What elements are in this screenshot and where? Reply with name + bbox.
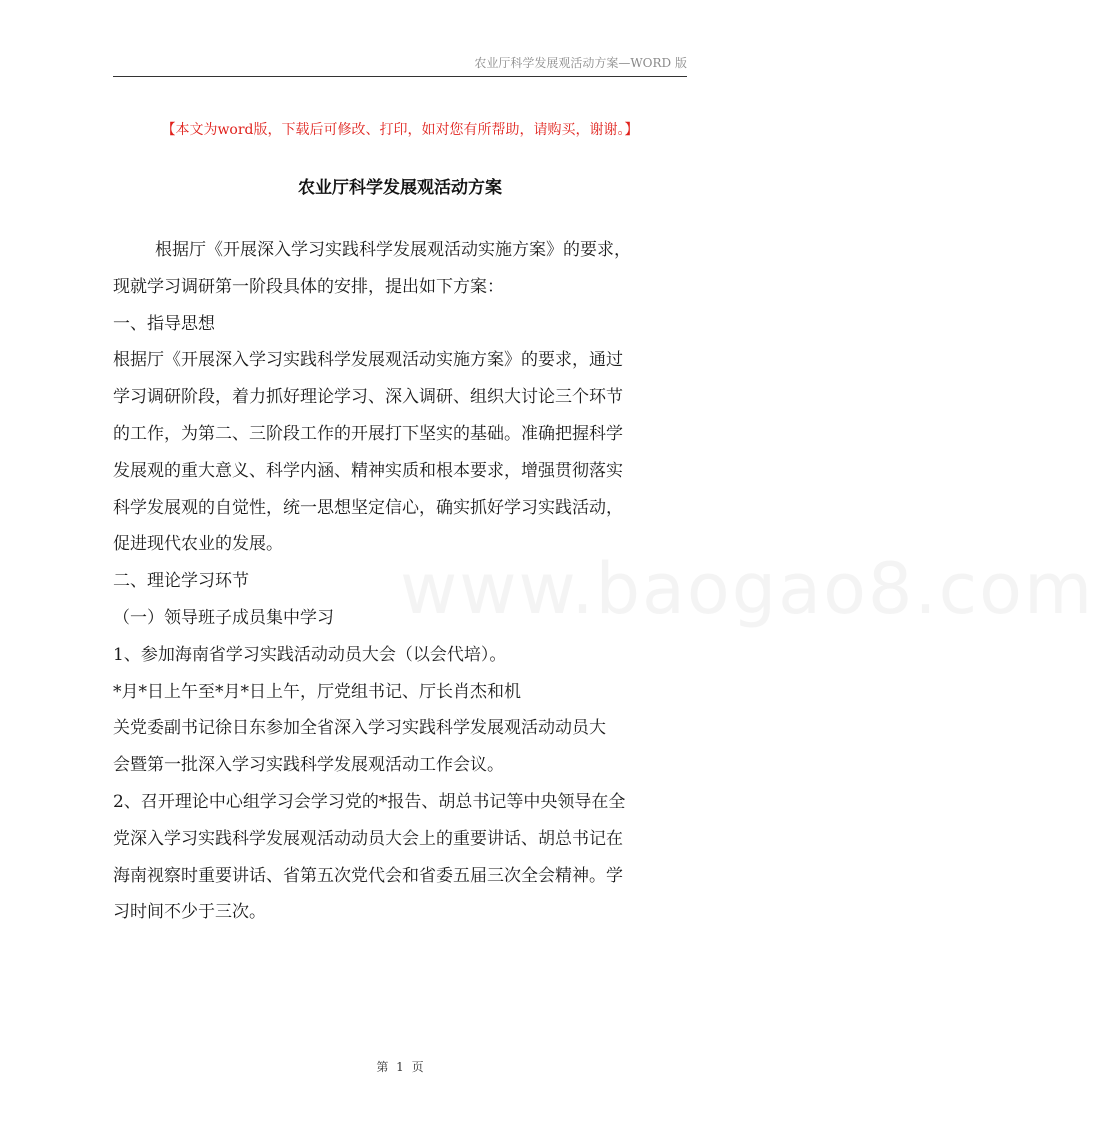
paragraph-line: 关党委副书记徐日东参加全省深入学习实践科学发展观活动动员大 xyxy=(113,718,606,739)
paragraph-line: 促进现代农业的发展。 xyxy=(113,534,283,555)
paragraph-line: *月*日上午至*月*日上午，厅党组书记、厅长肖杰和机 xyxy=(113,681,521,702)
subsection-heading: （一）领导班子成员集中学习 xyxy=(113,607,334,628)
page-number: 1 xyxy=(396,1060,404,1074)
document-body xyxy=(113,232,691,931)
paragraph-line: 发展观的重大意义、科学内涵、精神实质和根本要求，增强贯彻落实 xyxy=(113,460,623,481)
paragraph-line: 党深入学习实践科学发展观活动动员大会上的重要讲话、胡总书记在 xyxy=(113,828,623,849)
paragraph-line: 海南视察时重要讲话、省第五次党代会和省委五届三次全会精神。学 xyxy=(113,865,623,886)
paragraph-line: 会暨第一批深入学习实践科学发展观活动工作会议。 xyxy=(113,755,504,776)
paragraph-line: 习时间不少于三次。 xyxy=(113,902,266,923)
page-number-prefix: 第 xyxy=(376,1060,389,1074)
header-divider xyxy=(113,76,687,77)
paragraph-line: 根据厅《开展深入学习实践科学发展观活动实施方案》的要求， xyxy=(155,240,631,260)
page-number-suffix: 页 xyxy=(411,1060,424,1074)
paragraph-line: 现就学习调研第一阶段具体的安排，提出如下方案： xyxy=(113,276,504,297)
list-item: 1、参加海南省学习实践活动动员大会（以会代培）。 xyxy=(113,644,507,665)
section-heading: 一、指导思想 xyxy=(113,313,215,334)
purchase-notice: 【本文为word版，下载后可修改、打印，如对您有所帮助，请购买，谢谢。】 xyxy=(161,122,639,138)
page-header: 农业厅科学发展观活动方案—WORD 版 xyxy=(474,56,687,70)
paragraph-line: 科学发展观的自觉性，统一思想坚定信心，确实抓好学习实践活动， xyxy=(113,497,623,518)
page-footer xyxy=(0,1058,800,1075)
paragraph-line: 根据厅《开展深入学习实践科学发展观活动实施方案》的要求，通过 xyxy=(113,350,623,371)
section-heading: 二、理论学习环节 xyxy=(113,571,249,592)
document-title: 农业厅科学发展观活动方案 xyxy=(298,178,502,198)
paragraph-line: 学习调研阶段，着力抓好理论学习、深入调研、组织大讨论三个环节 xyxy=(113,387,623,408)
watermark: www.baogao8.com xyxy=(400,548,1094,630)
list-item: 2、召开理论中心组学习会学习党的*报告、胡总书记等中央领导在全 xyxy=(113,791,626,812)
paragraph-line: 的工作，为第二、三阶段工作的开展打下坚实的基础。准确把握科学 xyxy=(113,423,623,444)
